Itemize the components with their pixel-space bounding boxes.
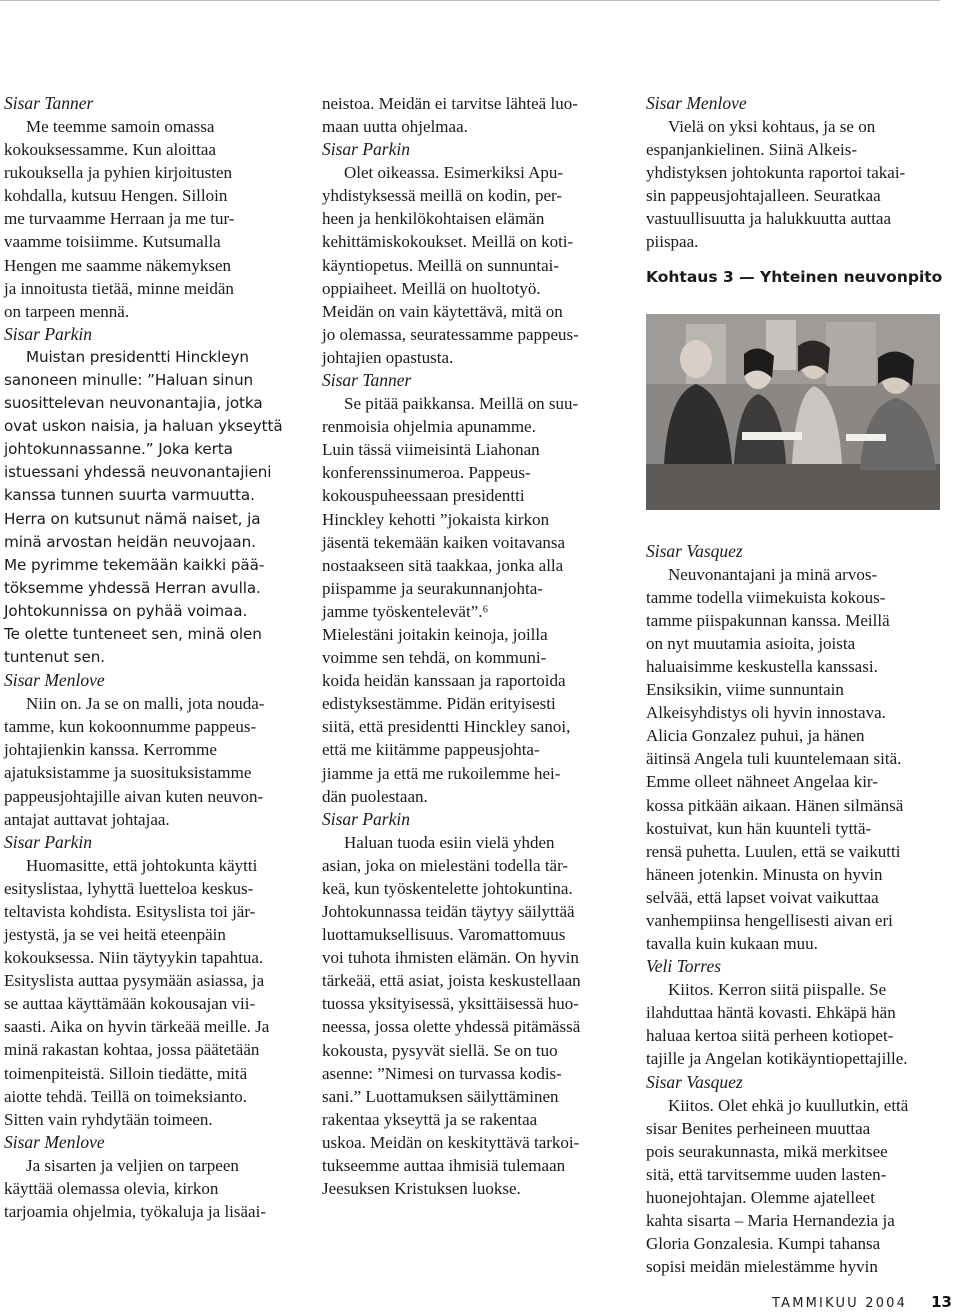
text-line: luottamuksellisuus. Varomattomuus [322,925,566,945]
text-line-content: Olet oikeassa. Esimerkiksi Apu- [344,163,564,183]
paragraph [646,978,942,1070]
text-line: renmoisia ohjelmia apunamme. [322,417,536,437]
text-line: sani.” Luottamuksen säilyttäminen [322,1086,559,1106]
speaker-name: Sisar Parkin [4,831,92,852]
text-line: kostuivat, kun hän kuunteli tyttä- [646,818,872,838]
text-line: voimme sen tehdä, on kommuni- [322,648,547,668]
text-line: minä rakastan kohtaa, jossa päätetään [4,1040,260,1060]
text-line: kokouspuheessaan presidentti [322,486,525,506]
text-line: vaamme toisiimme. Kutsumalla [4,232,221,252]
text-line: on nyt muutamia asioita, joista [646,633,856,653]
speaker-name: Sisar Menlove [4,670,105,691]
speaker-name: Sisar Vasquez [646,540,743,561]
text-line: espanjankielinen. Siinä Alkeis- [646,140,858,160]
text-line: edistyksestämme. Pidän erityisesti [322,694,556,714]
text-line: jamme työskentelevät”.⁶ [322,601,489,621]
text-line: jestystä, ja se vei heitä eteenpäin [4,925,226,944]
paragraph [4,115,294,323]
text-line: johtokunnassanne.” Joka kerta [4,440,233,459]
text-line: Ensiksikin, viime sunnuntain [646,680,844,700]
paragraph [646,1094,942,1279]
text-line-content: Huomasitte, että johtokunta käytti [26,855,258,875]
text-line: rukouksella ja pyhien kirjoitusten [4,163,233,183]
text-line: yhdistyksen johtokunta raportoi takai- [646,163,906,183]
speaker-name: Sisar Vasquez [646,1071,743,1092]
text-line: vastuullisuutta ja halukkuutta auttaa [646,209,892,229]
text-line: neistoa. Meidän ei tarvitse lähteä luo- [322,94,578,113]
text-line: tamme piispakunnan kanssa. Meillä [646,610,890,630]
text-line [4,692,294,715]
text-line: pois seurakunnasta, mikä merkitsee [646,1141,888,1161]
text-line: istuessani yhdessä neuvonantajieni [4,463,272,482]
text-line: selvää, että lapset voivat vaikuttaa [646,887,879,907]
text-line [322,831,610,854]
text-line-content: Kiitos. Olet ehkä jo kuullutkin, että [668,1095,909,1115]
text-line: jäsentä tekemään kaiken voitavansa [322,532,566,552]
text-line [322,161,610,184]
text-line: aiotte tehdä. Teillä on toimeksianto. [4,1086,248,1106]
text-line: kanssa tunnen suurta varmuutta. [4,486,255,505]
text-line: piispamme ja seurakunnanjohta- [322,578,543,598]
text-line: uskoa. Meidän on keskityttävä tarkoi- [322,1132,580,1152]
text-line [4,346,294,369]
text-line: koida heidän kanssaan ja raportoida [322,671,566,691]
speaker-name: Sisar Parkin [322,808,410,829]
text-line: Alkeisyhdistys oli hyvin innostava. [646,703,886,723]
text-line-content: Ja sisarten ja veljien on tarpeen [26,1155,239,1175]
text-line-content: Muistan presidentti Hinckleyn [26,347,249,366]
text-line: kokouksessamme. Kun aloittaa [4,140,216,160]
speaker-name: Sisar Tanner [4,93,94,113]
speaker-name: Veli Torres [646,956,722,977]
paragraph [4,346,294,669]
speaker-name: Sisar Menlove [646,93,747,113]
text-line: asenne: ”Nimesi on turvassa kodis- [322,1063,562,1083]
column-1 [4,92,294,1223]
text-line: kossa pitkään aikaan. Hänen silmänsä [646,795,904,815]
text-line: että me kiitämme pappeusjohta- [322,740,540,760]
page-number: 13 [931,1293,952,1311]
text-line [646,115,942,138]
text-line: töksemme yhdessä Herran avulla. [4,578,261,597]
section-heading: Kohtaus 3 — Yhteinen neuvonpito [646,267,943,286]
text-line: siitä, että presidentti Hinckley sanoi, [322,717,571,737]
text-line: vanhempiinsa hengellisesti aivan eri [646,910,893,930]
paragraph [646,563,942,956]
paragraph [322,161,610,369]
text-line: kohdalla, kutsuu Hengen. Silloin [4,186,228,206]
text-line: minä arvostan heidän neuvojaan. [4,532,256,551]
text-line: huonejohtajan. Olemme ajatelleet [646,1187,875,1207]
text-line: Herra on kutsunut nämä naiset, ja [4,509,261,528]
meeting-photo [646,314,940,510]
paragraph [322,92,610,138]
text-line: tärkeää, että asiat, joista keskustellaan [322,971,581,991]
paragraph [4,854,294,1131]
text-line: tajille ja Angelan kotikäyntiopettajille. [646,1049,908,1069]
text-line: Johtokunnassa teidän täytyy säilyttää [322,902,575,921]
text-line: sisar Benites perheineen muuttaa [646,1118,871,1138]
text-line: käyttää olemassa olevia, kirkon [4,1178,219,1198]
text-line: rensä puhetta. Luulen, että se vaikutti [646,841,901,861]
text-line: Gloria Gonzalesia. Kumpi tahansa [646,1234,881,1254]
text-line: haluaisimme keskustella kanssasi. [646,656,878,676]
text-line: ja innoitusta tietää, minne meidän [4,278,234,298]
text-line: tamme todella viimekuista kokous- [646,587,886,607]
column-3-top [646,92,942,254]
text-line-content: Haluan tuoda esiin vielä yhden [344,832,555,852]
text-line: rakentaa ykseyttä ja se rakentaa [322,1109,538,1129]
text-line: yhdistyksessä meillä on kodin, per- [322,186,562,206]
text-line [646,978,942,1001]
text-line: tarjoamia ohjelmia, työkaluja ja lisäai- [4,1202,266,1222]
text-line: jo olemassa, seuratessamme pappeus- [322,324,579,344]
column-3 [646,92,942,1278]
text-line: Alicia Gonzalez puhui, ja hänen [646,726,865,746]
text-line: kokousta, pysyvät siellä. Se on tuo [322,1040,558,1060]
paragraph [646,115,942,254]
text-line: Sitten vain ryhdytään toimeen. [4,1109,213,1129]
paragraph [4,1154,294,1223]
text-line [4,115,294,138]
text-line: Me pyrimme tekemään kaikki pää- [4,555,265,574]
text-line: se auttaa käyttämään kokousajan vii- [4,994,256,1014]
text-line: haluaa kertoa siitä perheen kotiopet- [646,1026,894,1046]
text-line: jiamme ja että me rukoilemme hei- [322,763,561,783]
text-line: Luin tässä viimeisintä Liahonan [322,440,540,460]
speaker-name: Sisar Parkin [322,139,410,160]
text-line: sopisi meidän mielestämme hyvin [646,1257,878,1277]
text-line: sitä, että tarvitsemme uuden lasten- [646,1164,887,1184]
text-line: oppiaiheet. Meillä on huoltotyö. [322,278,541,298]
text-line: Mielestäni joitakin keinoja, joilla [322,624,548,644]
paragraph [322,392,610,808]
text-line: antajat auttavat johtajaa. [4,809,170,829]
speaker-name: Sisar Tanner [322,370,412,391]
text-line: on tarpeen mennä. [4,301,130,321]
text-line: esityslistaa, lyhyttä luetteloa keskus- [4,878,254,898]
text-line: piispaa. [646,232,699,252]
text-line: Hinckley kehotti ”jokaista kirkon [322,509,550,529]
text-line [4,854,294,877]
text-line-content: Vielä on yksi kohtaus, ja se on [668,117,876,136]
column-2 [322,92,610,1200]
text-line: Hengen me saamme näkemyksen [4,255,232,275]
text-line: kehittämiskokoukset. Meillä on koti- [322,232,574,252]
text-line-content: Me teemme samoin omassa [26,117,215,136]
text-line: toimenpiteistä. Silloin tiedätte, mitä [4,1063,248,1083]
text-line: nostaakseen sitä taakkaa, jonka alla [322,555,564,575]
text-line: Te olette tunteneet sen, minä olen [4,624,262,643]
text-line: dän puolestaan. [322,786,428,806]
text-line: tuossa yksityisessä, yksittäisessä huo- [322,994,579,1014]
text-line: suosittelevan neuvonantajia, jotka [4,394,263,413]
text-line: heen ja henkilökohtaisen elämän [322,209,545,229]
text-line: tavalla kuin kukaan muu. [646,934,818,954]
speaker-name: Sisar Parkin [4,323,92,344]
top-rule [0,0,940,1]
text-line: me turvaamme Herraan ja me tur- [4,209,235,229]
paragraph [322,831,610,1201]
text-line: voi tuhota ihmisten elämän. On hyvin [322,948,579,968]
issue-label: TAMMIKUU 2004 [772,1296,908,1311]
text-line: konferenssinumeroa. Pappeus- [322,463,531,483]
text-line: Esityslista auttaa pysymään asiassa, ja [4,971,265,991]
text-line-content: Neuvonantajani ja minä arvos- [668,564,878,584]
text-line [646,1094,942,1117]
text-line: Jeesuksen Kristuksen luokse. [322,1179,521,1199]
text-line: äitinsä Angela tuli kuuntelemaan sitä. [646,749,902,769]
text-line-content: Niin on. Ja se on malli, jota nouda- [26,694,265,714]
text-line: tukseemme auttaa ihmisiä tulemaan [322,1156,566,1176]
text-line [4,1154,294,1177]
text-line: asian, joka on mielestäni todella tär- [322,855,569,875]
text-line [646,563,942,586]
text-line: keä, kun työskentelette johtokuntina. [322,878,573,898]
text-line: kokouksessa. Niin täytyykin tapahtua. [4,948,264,968]
text-line: neessa, jossa olette yhdessä pitämässä [322,1017,581,1037]
text-line: ilahduttaa häntä kovasti. Ehkäpä hän [646,1003,896,1023]
text-line: Meidän on vain käytettävä, mitä on [322,301,563,321]
text-line: tamme, kun kokoonnumme pappeus- [4,717,257,737]
text-line: häneen jotenkin. Minusta on hyvin [646,864,883,884]
column-3-bottom [646,540,942,1279]
text-line: pappeusjohtajille aivan kuten neuvon- [4,786,264,806]
speaker-name: Sisar Menlove [4,1131,105,1152]
text-line: käyntiopetus. Meillä on sunnuntai- [322,255,560,275]
text-line: maan uutta ohjelmaa. [322,117,468,137]
text-line: tuntenut sen. [4,648,105,667]
text-line: sanoneen minulle: ”Haluan sinun [4,370,254,389]
text-line: kahta sisarta – Maria Hernandezia ja [646,1211,895,1230]
text-line: teltavista kohdista. Esityslista toi jär- [4,901,256,921]
text-line: saasti. Aika on hyvin tärkeää meille. Ja [4,1017,270,1037]
text-line: sin pappeusjohtajalleen. Seuratkaa [646,186,881,206]
text-line: johtajien opastusta. [322,347,454,367]
page-footer [772,1293,952,1311]
paragraph [4,692,294,831]
text-line [322,392,610,415]
text-line-content: Se pitää paikkansa. Meillä on suu- [344,394,579,414]
text-line: ajatuksistamme ja suosituksistamme [4,763,252,783]
text-line: johtajienkin kanssa. Kerromme [4,740,217,760]
text-line: Johtokunnissa on pyhää voimaa. [4,601,248,620]
text-line: Emme olleet nähneet Angelaa kir- [646,772,878,792]
text-line: ovat uskon naisia, ja haluan ykseyttä [4,417,283,436]
text-line-content: Kiitos. Kerron siitä piispalle. Se [668,980,887,1000]
